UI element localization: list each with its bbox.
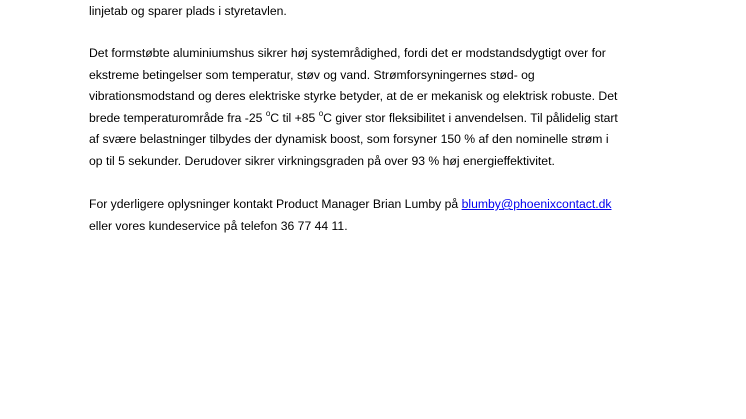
contact-text: For yderligere oplysninger kontakt Product Manager Brian Lumby på — [89, 197, 462, 211]
paragraph-3-line-2: eller vores kundeservice på telefon 36 77 44 11. — [89, 219, 348, 233]
degree-symbol-2: o — [318, 108, 324, 118]
temperature-text-part-2: C til +85 — [270, 111, 319, 125]
temperature-text-part-3: C giver stor fleksibilitet i anvendelsen. Til pålidelig start — [323, 111, 618, 125]
paragraph-2-line-3: vibrationsmodstand og deres elektriske styrke betyder, at de er mekanisk og elektrisk robuste. Det — [89, 89, 618, 103]
degree-symbol-1: o — [265, 108, 271, 118]
paragraph-2-line-4 — [89, 110, 618, 126]
paragraph-3-line-1 — [89, 196, 612, 212]
paragraph-1-line-1: linjetab og sparer plads i styretavlen. — [89, 4, 287, 18]
paragraph-2-line-6: op til 5 sekunder. Derudover sikrer virkningsgraden på over 93 % høj energieffektivitet. — [89, 154, 555, 168]
temperature-text-part-1: brede temperaturområde fra -25 — [89, 111, 266, 125]
paragraph-2-line-1: Det formstøbte aluminiumshus sikrer høj systemrådighed, fordi det er modstandsdygtigt over for — [89, 46, 606, 60]
paragraph-2-line-2: ekstreme betingelser som temperatur, støv og vand. Strømforsyningernes stød- og — [89, 68, 535, 82]
email-link[interactable]: blumby@phoenixcontact.dk — [461, 197, 612, 211]
paragraph-2-line-5: af svære belastninger tilbydes der dynamisk boost, som forsyner 150 % af den nominelle strøm i — [89, 132, 609, 146]
